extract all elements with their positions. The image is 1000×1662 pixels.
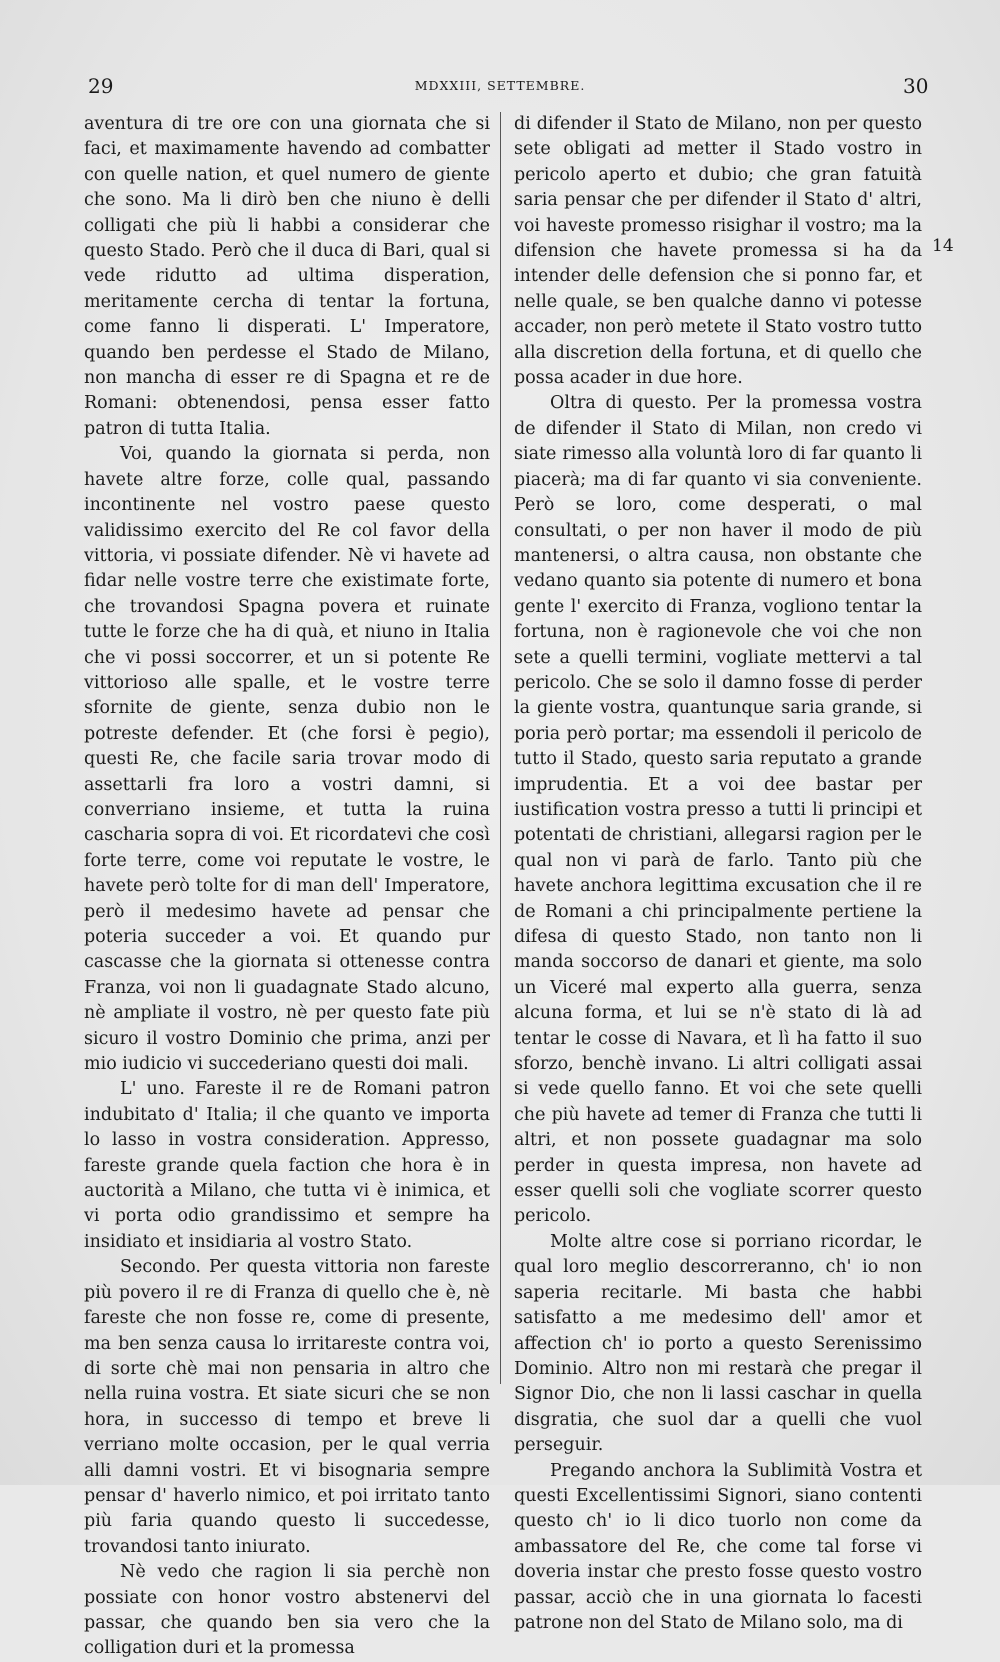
- paragraph: Nè vedo che ragion li sia perchè non possiate con honor vostro abstenervi del passar, che quando ben sia vero che la colligation duri et la promessa: [84, 1562, 490, 1659]
- margin-note-number: 14: [932, 236, 954, 256]
- column-divider: [500, 112, 501, 1384]
- running-title: MDXXIII, SETTEMBRE.: [414, 78, 586, 93]
- paragraph: aventura di tre ore con una giornata che si faci, et maximamente havendo ad combatter con quelle nation, et quel numero de giente che sono. Ma li dirò ben che niuno è delli colligati che più li habbi a considerar che questo Stado. Però che il duca di Bari, qual si vede ridutto ad ultima disperation, meritamente cercha di tentar la fortuna, come fanno li disperati. L' Imperatore, quando ben perdesse el Stado de Milano, non mancha di esser re di Spagna et re de Romani: obtenendosi, pensa esser fatto patron di tutta Italia.: [84, 114, 490, 439]
- paragraph: Pregando anchora la Sublimità Vostra et questi Excellentissimi Signori, siano contenti questo ch' io li dico tuorlo non come da ambassatore del Re, che come tal forse vi doveria instar che presto fosse questo vostro passar, acciò che in una giornata lo facesti patrone non del Stato de Milano solo, ma di: [514, 1460, 922, 1633]
- left-column: [84, 112, 490, 1662]
- paragraph: Oltra di questo. Per la promessa vostra de difender il Stato di Milan, non credo vi siate rimesso alla voluntà loro di far quanto li piacerà; ma di far quanto vi sia conveniente. Però se loro, come desperati, o mal consultati, o per non haver il modo de più mantenersi, o altra causa, non obstante che vedano quanto sia potente di numero et bona gente l' exercito di Franza, vogliono tentar la fortuna, non è ragionevole che voi che non sete a quelli termini, vogliate mettervi a tal pericolo. Che se solo il damno fosse di perder la giente vostra, quantunque saria grande, si poria però portar; ma essendoli il pericolo de tutto il Stado, questo saria reputato a grande imprudentia. Et a voi dee bastar per iustification vostra presso a tutti li principi et potentati de christiani, allegarsi ragion per le qual non vi parà de farlo. Tanto più che havete anchora legittima excusation che il re de Romani a chi principalmente pertiene la difesa di questo Stado, non tanto non li manda soccorso de danari et giente, ma solo un Viceré mal experto alla guerra, senza alcuna forma, et lui se n'è stato di là ad tentar le cosse di Navara, et lì ha fatto il suo sforzo, benchè invano. Li altri colligati assai si vede quello fanno. Et voi che sete quelli che più havete ad temer di Franza che tutti li altri, et non possete guadagnar ma solo perder in questa impresa, non havete ad esser quelli soli che vogliate scorrer questo pericolo.: [514, 393, 922, 1227]
- right-column: [514, 112, 922, 1636]
- page-number-right: 30: [903, 74, 929, 98]
- page-number-left: 29: [88, 74, 114, 98]
- paragraph: di difender il Stato de Milano, non per questo sete obligati ad metter il Stado vostro in pericolo aperto et dubio; che gran fatuità saria pensar che per difender il Stato d' altri, voi haveste promesso risighar il vostro; ma la difension che havete promessa si ha da intender delle defension che si ponno far, et nelle quale, se ben qualche danno vi potesse accader, non però metete il Stato vostro tutto alla discretion della fortuna, et di quello che possa acader in due hore.: [514, 114, 922, 389]
- paragraph: Voi, quando la giornata si perda, non havete altre forze, colle qual, passando incontinente nel vostro paese questo validissimo exercito del Re col favor della vittoria, vi possiate difender. Nè vi havete ad fidar nelle vostre terre che existimate forte, che trovandosi Spagna povera et ruinate tutte le forze che ha di quà, et niuno in Italia che vi possi soccorrer, et un si potente Re vittorioso alle spalle, et le vostre terre sfornite de giente, senza dubio non le potreste defender. Et (che forsi è pegio), questi Re, che facile saria trovar modo di assettarli fra loro a vostri damni, si converriano insieme, et tutta la ruina cascharia sopra di voi. Et ricordatevi che così forte terre, come voi reputate le vostre, le havete però tolte for di man dell' Imperatore, però il medesimo havete ad pensar che poteria succeder a voi. Et quando pur cascasse che la giornata si ottenesse contra Franza, voi non li guadagnate Stado alcuno, nè ampliate il vostro, nè per questo fate più sicuro il vostro Dominio che prima, anzi per mio iudicio vi succederiano questi doi mali.: [84, 444, 490, 1075]
- paragraph: Molte altre cose si porriano ricordar, le qual loro meglio descorreranno, ch' io non saperia recitarle. Mi basta che habbi satisfatto a me medesimo dell' amor et affection ch' io porto a questo Serenissimo Dominio. Altro non mi restarà che pregar il Signor Dio, che non li lassi caschar in quella disgratia, che suol dar a quelli che vuol perseguir.: [514, 1231, 922, 1456]
- paragraph: L' uno. Fareste il re de Romani patron indubitato d' Italia; il che quanto ve importa lo lasso in vostra consideration. Appresso, fareste grande quela faction che hora è in auctorità a Milano, che tutta vi è inimica, et vi porta odio grandissimo et sempre ha insidiato et insidiaria al vostro Stato.: [84, 1079, 490, 1252]
- paragraph: Secondo. Per questa vittoria non fareste più povero il re di Franza di quello che è, nè fareste che non fosse re, come di presente, ma ben senza causa lo irritareste contra voi, di sorte chè mai non pensaria in altro che nella ruina vostra. Et siate sicuri che se non hora, in successo di tempo et breve li verriano molte occasion, per le qual verria alli damni vostri. Et vi bisognaria sempre pensar d' haverlo nimico, et poi irritato tanto più faria quando questo li succedesse, trovandosi tanto iniurato.: [84, 1257, 490, 1557]
